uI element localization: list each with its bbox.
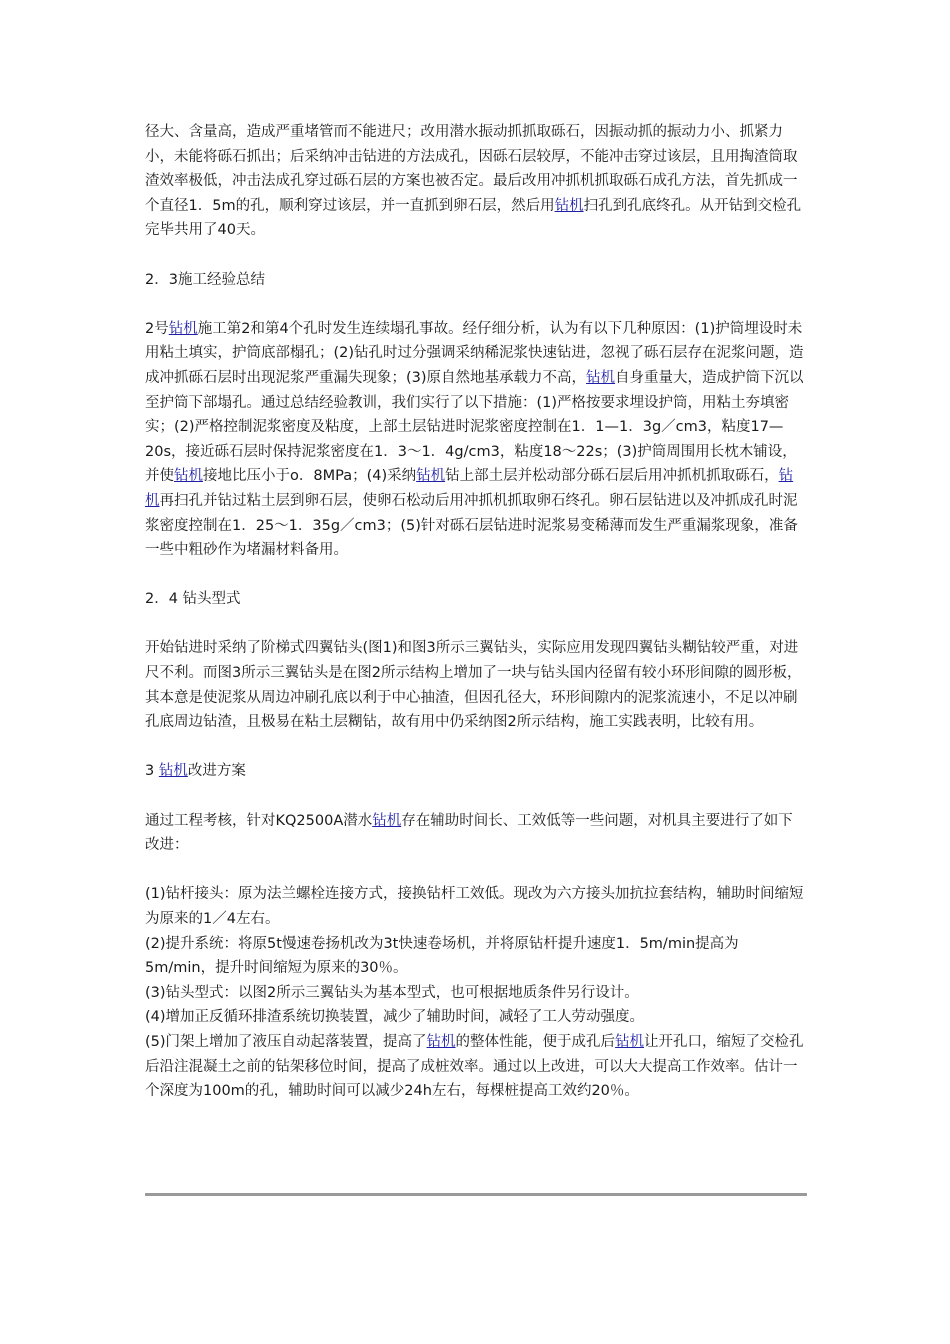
- list-item-1: (1)钻杆接头：原为法兰螺栓连接方式，接换钻杆工效低。现改为六方接头加抗拉套结构，辅助时间缩短为原来的1／4左右。: [145, 886, 804, 927]
- link-drilling-rig[interactable]: 钻机: [554, 197, 584, 214]
- paragraph-drilling-process: 径大、含量高，造成严重堵管而不能进尺；改用潜水振动抓抓取砾石，因振动抓的振动力小、抓紧力小，未能将砾石抓出；后采纳冲击钻进的方法成孔，因砾石层较厚，不能冲击穿过该层，且用掏渣筒取渣效率极低，冲击法成孔穿过砾石层的方案也被否定。最后改用冲抓机抓取砾石成孔方法，首先抓成一个直径1．5m的孔，顺利穿过该层，并一直抓到卵石层，然后用钻机扫孔到孔底终孔。从开钻到交检孔完毕共用了40天。: [145, 124, 802, 239]
- heading-3: 3 钻机改进方案: [145, 763, 246, 780]
- link-drilling-rig[interactable]: 钻机: [426, 1033, 456, 1050]
- list-item-5: (5)门架上增加了液压自动起落装置，提高了钻机的整体性能，便于成孔后钻机让开孔口，缩短了交检孔后沿注混凝土之前的钻架移位时间，提高了成桩效率。通过以上改进，可以大大提高工作效率。估计一个深度为100m的孔，辅助时间可以减少24h左右，每棵桩提高工效约20％。: [145, 1033, 804, 1100]
- heading-2-4: 2．4 钻头型式: [145, 591, 241, 608]
- document-body: [145, 120, 807, 1104]
- link-drilling-rig[interactable]: 钻机: [615, 1033, 645, 1050]
- list-item-4: (4)增加正反循环排渣系统切换装置，减少了辅助时间，减轻了工人劳动强度。: [145, 1009, 645, 1026]
- link-drilling-rig[interactable]: 钻机: [586, 369, 616, 386]
- link-drilling-rig[interactable]: 钻机: [416, 468, 446, 485]
- list-item-3: (3)钻头型式：以图2所示三翼钻头为基本型式，也可根据地质条件另行设计。: [145, 984, 639, 1001]
- link-drilling-rig[interactable]: 钻机: [158, 763, 188, 780]
- bottom-divider: [145, 1193, 807, 1196]
- link-drilling-rig[interactable]: 钻机: [174, 468, 203, 485]
- list-item-2: (2)提升系统：将原5t慢速卷扬机改为3t快速卷场机，并将原钻杆提升速度1．5m/min提高为5m/min，提升时间缩短为原来的30％。: [145, 935, 739, 977]
- paragraph-experience-summary: 2号钻机施工第2和第4个孔时发生连续塌孔事故。经仔细分析，认为有以下几种原因：(1)护筒埋设时未用粘土填实，护筒底部榻孔；(2)钻孔时过分强调采纳稀泥浆快速钻进，忽视了砾石层存在泥浆问题，造成冲抓砾石层时出现泥浆严重漏失现象；(3)原自然地基承载力不高，钻机自身重量大，造成护筒下沉以至护筒下部塌孔。通过总结经验教训，我们实行了以下措施：(1)严格按要求埋设护筒，用粘土夯填密实；(2)严格控制泥浆密度及粘度，上部土层钻进时泥浆密度控制在1．1—1．3g／cm3，粘度17—20s，接近砾石层时保持泥浆密度在1．3～1．4g/cm3，粘度18～22s；(3)护筒周围用长枕木铺设，并使钻机接地比压小于o．8MPa；(4)采纳钻机钻上部土层并松动部分砾石层后用冲抓机抓取砾石，钻机再扫孔并钻过粘土层到卵石层，使卵石松动后用冲抓机抓取卵石终孔。卵石层钻进以及冲抓成孔时泥浆密度控制在1．25～1．35g／cm3；(5)针对砾石层钻进时泥浆易变稀薄而发生严重漏浆现象，准备一些中粗砂作为堵漏材料备用。: [145, 320, 804, 559]
- link-drilling-rig[interactable]: 钻机: [168, 320, 198, 337]
- heading-2-3: 2．3施工经验总结: [145, 271, 265, 288]
- paragraph-improvement-intro: 通过工程考核，针对KQ2500A潜水钻机存在辅助时间长、工效低等一些问题，对机具主要进行了如下改进：: [145, 812, 793, 854]
- paragraph-drill-bit-type: 开始钻进时采纳了阶梯式四翼钻头(图1)和图3所示三翼钻头，实际应用发现四翼钻头糊钻较严重，对进尺不利。而图3所示三翼钻头是在图2所示结构上增加了一块与钻头国内径留有较小环形间隙的圆形板，其本意是使泥浆从周边冲刷孔底以利于中心抽渣，但因孔径大，环形间隙内的泥浆流速小，不足以冲刷孔底周边钻渣，且极易在粘土层糊钻，故有用中仍采纳图2所示结构，施工实践表明，比较有用。: [145, 640, 802, 731]
- link-drilling-rig[interactable]: 钻机: [145, 468, 794, 509]
- link-drilling-rig[interactable]: 钻机: [372, 812, 402, 829]
